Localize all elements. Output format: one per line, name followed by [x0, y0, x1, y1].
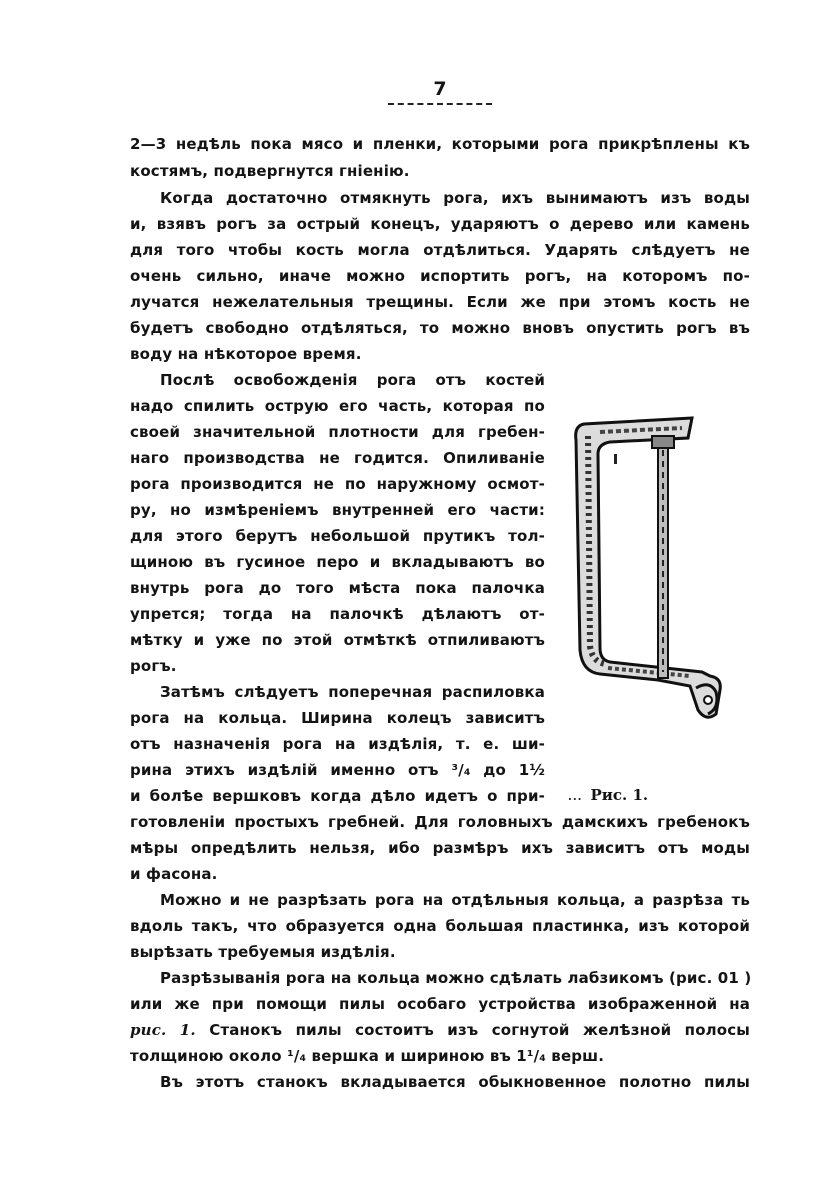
text-line: Разрѣзыванія рога на кольца можно сдѣлать лабзикомъ (рис. 01 ) — [160, 969, 752, 987]
text-line: Въ этотъ станокъ вкладывается обыкновенное полотно пилы — [160, 1073, 750, 1091]
text-line: мѣтку и уже по этой отмѣткѣ отпиливаютъ — [130, 631, 545, 649]
text-line: Затѣмъ слѣдуетъ поперечная распиловка — [160, 683, 545, 701]
text-line: будетъ свободно отдѣляться, то можно вновъ опустить рогъ въ — [130, 319, 750, 337]
text-line: щиною въ гусиное перо и вкладываютъ во — [130, 553, 545, 571]
text-line — [130, 1020, 750, 1040]
text-line: костямъ, подвергнутся гніенію. — [130, 162, 410, 180]
text-line: рогъ. — [130, 657, 177, 675]
text-line: упрется; тогда на палочкѣ дѣлаютъ от- — [130, 605, 545, 623]
text-line: или же при помощи пилы особаго устройства изображенной на — [130, 995, 750, 1013]
page-number-rule — [388, 103, 492, 105]
text-line: вдоль такъ, что образуется одна большая пластинка, изъ которой — [130, 917, 750, 935]
text-line: и фасона. — [130, 865, 218, 883]
text-line: лучатся нежелательныя трещины. Если же при этомъ кость не — [130, 293, 750, 311]
caption-text: Рис. 1. — [590, 786, 649, 804]
text-line: для этого берутъ небольшой прутикъ тол- — [130, 527, 545, 545]
text-line: внутрь рога до того мѣста пока палочка — [130, 579, 545, 597]
page-number: 7 — [433, 78, 447, 100]
text-line: рога на кольца. Ширина колецъ зависитъ — [130, 709, 545, 727]
text-line: и, взявъ рогъ за острый конецъ, ударяютъ о дерево или камень — [130, 215, 750, 233]
text-line: отъ назначенія рога на издѣлія, т. е. ши- — [130, 735, 545, 753]
text-line: вырѣзать требуемыя издѣлія. — [130, 943, 396, 961]
text-line-rest: Станокъ пилы состоитъ изъ согнутой желѣзной полосы — [209, 1021, 750, 1039]
caption-prefix: ... — [568, 790, 583, 803]
text-line: наго производства не годится. Опиливаніе — [130, 449, 545, 467]
text-line: рина этихъ издѣлій именно отъ ³/₄ до 1½ — [130, 761, 545, 779]
text-line: надо спилить острую его часть, которая по — [130, 397, 545, 415]
figure-reference: рис. 1. — [130, 1021, 196, 1039]
saw-frame-illustration — [570, 410, 740, 740]
text-line: Послѣ освобожденія рога отъ костей — [160, 371, 545, 389]
saw-frame-figure — [570, 410, 740, 740]
figure-caption — [568, 786, 688, 804]
text-line: толщиною около ¹/₄ вершка и шириною въ 1¹/₄ верш. — [130, 1047, 605, 1065]
text-line: очень сильно, иначе можно испортить рогъ, на которомъ по- — [130, 267, 750, 285]
text-line: 2—3 недѣль пока мясо и пленки, которыми рога прикрѣплены къ — [130, 135, 750, 153]
text-line: ру, но измѣреніемъ внутренней его части: — [130, 501, 545, 519]
text-line: Когда достаточно отмякнуть рога, ихъ вынимаютъ изъ воды — [160, 189, 750, 207]
text-line: своей значительной плотности для гребен- — [130, 423, 545, 441]
text-line: и болѣе вершковъ когда дѣло идетъ о при- — [130, 787, 545, 805]
text-line: воду на нѣкоторое время. — [130, 345, 362, 363]
text-line: для того чтобы кость могла отдѣлиться. Ударять слѣдуетъ не — [130, 241, 750, 259]
text-line: Можно и не разрѣзать рога на отдѣльныя кольца, а разрѣза ть — [160, 891, 750, 909]
text-line: готовленіи простыхъ гребней. Для головныхъ дамскихъ гребенокъ — [130, 813, 750, 831]
text-line: рога производится не по наружному осмот- — [130, 475, 545, 493]
text-line: мѣры опредѣлить нельзя, ибо размѣръ ихъ зависитъ отъ моды — [130, 839, 750, 857]
